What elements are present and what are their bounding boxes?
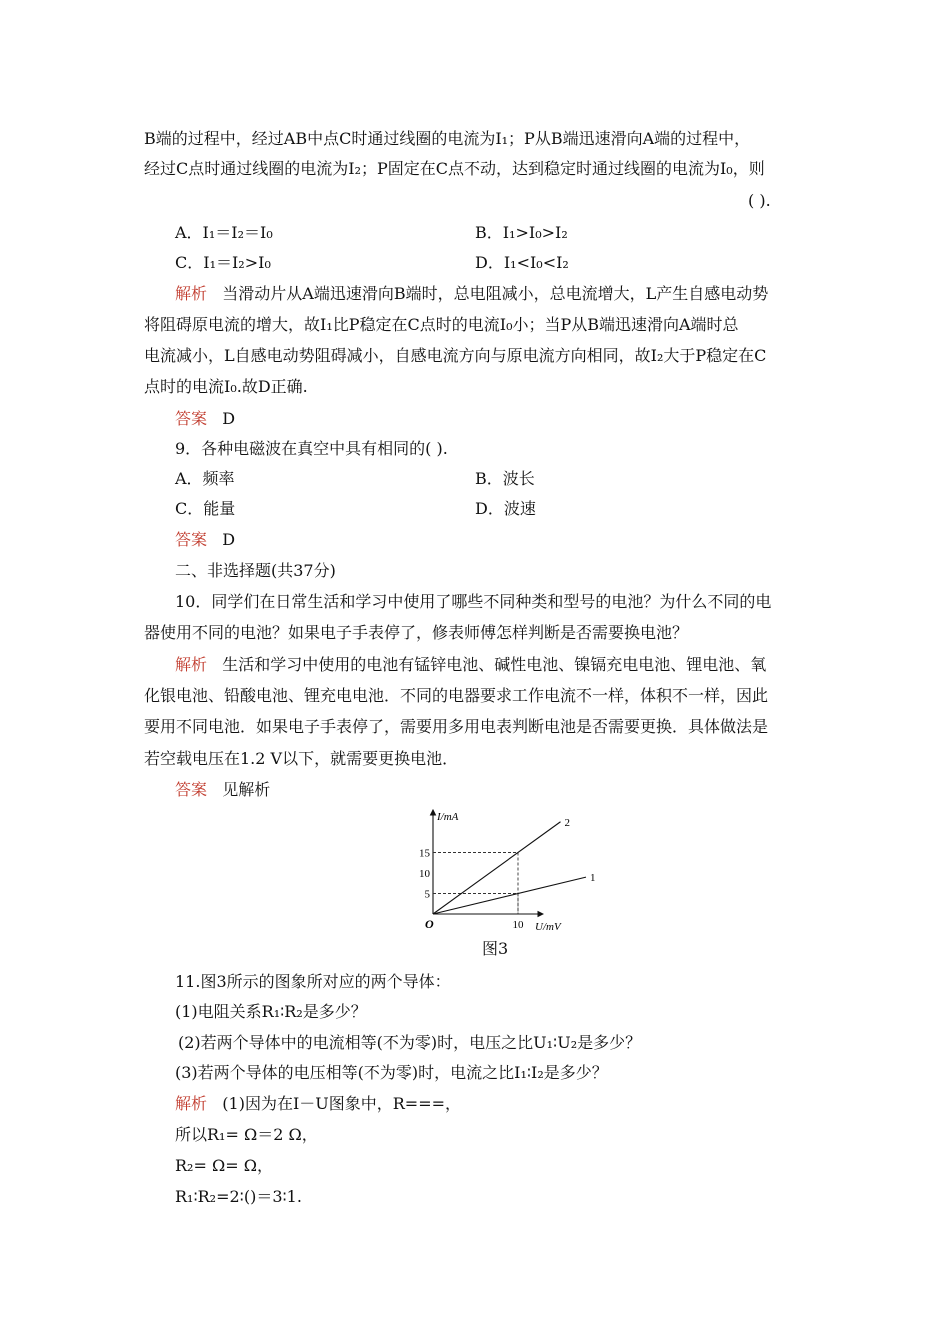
- q8-analysis-line4: 点时的电流I₀.故D正确.: [144, 377, 308, 396]
- q8-analysis-line3: 电流减小，L自感电动势阻碍减小，自感电流方向与原电流方向相同，故I₂大于P稳定在C: [144, 346, 767, 365]
- answer-label: 答案: [175, 409, 208, 428]
- y-tick-label-15: 15: [419, 847, 430, 860]
- q10-analysis-line3: 要用不同电池．如果电子手表停了，需要用多用电表判断电池是否需要更换．具体做法是: [144, 717, 769, 736]
- origin-label: O: [425, 917, 434, 931]
- series-label-2: 2: [564, 816, 570, 829]
- q8-option-c: C．I₁＝I₂>I₀: [175, 253, 271, 272]
- q8-stem-line1: B端的过程中，经过AB中点C时通过线圈的电流为I₁；P从B端迅速滑向A端的过程中，: [144, 129, 751, 148]
- q11-analysis-line2: 所以R₁= Ω＝2 Ω，: [175, 1125, 318, 1144]
- q9-stem: 9．各种电磁波在真空中具有相同的( ).: [175, 439, 448, 458]
- q9-option-c: C．能量: [175, 499, 236, 518]
- q8-option-d: D．I₁<I₀<I₂: [475, 253, 569, 272]
- q9-option-b: B．波长: [475, 469, 535, 488]
- q9-answer: [175, 529, 235, 551]
- q10-stem-line1: 10．同学们在日常生活和学习中使用了哪些不同种类和型号的电池？为什么不同的电: [175, 592, 772, 611]
- q8-analysis-line1: [175, 283, 768, 305]
- q10-analysis-line4: 若空载电压在1.2 V以下，就需要更换电池．: [144, 749, 459, 768]
- q9-option-d: D．波速: [475, 499, 536, 518]
- q10-analysis-line1: [175, 654, 766, 676]
- q11-sub2: (2)若两个导体中的电流相等(不为零)时，电压之比U₁∶U₂是多少？: [178, 1033, 642, 1052]
- answer-value: D: [222, 409, 236, 428]
- q8-option-a: A．I₁＝I₂＝I₀: [175, 223, 273, 242]
- figure-caption: 图3: [482, 939, 509, 958]
- series-line-2: [433, 822, 561, 914]
- section-heading: 二、非选择题(共37分): [175, 561, 336, 580]
- analysis-label: 解析: [175, 1094, 208, 1113]
- x-axis-label: U/mV: [535, 921, 561, 933]
- answer-label: 答案: [175, 530, 208, 549]
- y-tick-label-10: 10: [419, 868, 430, 880]
- analysis-label: 解析: [175, 284, 208, 303]
- answer-value: D: [222, 530, 236, 549]
- answer-value: 见解析: [222, 780, 271, 799]
- q8-answer-bracket: ( ).: [748, 191, 771, 210]
- q8-answer: [175, 408, 235, 430]
- analysis-text: 生活和学习中使用的电池有锰锌电池、碱性电池、镍镉充电电池、锂电池、氧: [222, 655, 767, 674]
- analysis-text: 当滑动片从A端迅速滑向B端时，总电阻减小，总电流增大，L产生自感电动势: [222, 284, 769, 303]
- figure-3-graph: [415, 806, 596, 936]
- x-tick-label-10: 10: [512, 919, 524, 931]
- q8-analysis-line2: 将阻碍原电流的增大，故I₁比P稳定在C点时的电流I₀小；当P从B端迅速滑向A端时总: [144, 315, 739, 334]
- series-label-1: 1: [590, 872, 596, 885]
- q10-analysis-line2: 化银电池、铅酸电池、锂充电电池．不同的电器要求工作电流不一样，体积不一样，因此: [144, 686, 769, 705]
- q11-sub1: (1)电阻关系R₁∶R₂是多少？: [175, 1002, 367, 1021]
- q11-sub3: (3)若两个导体的电压相等(不为零)时，电流之比I₁∶I₂是多少？: [175, 1063, 608, 1082]
- y-tick-label-5: 5: [424, 888, 430, 901]
- analysis-label: 解析: [175, 655, 208, 674]
- q8-option-b: B．I₁>I₀>I₂: [475, 223, 568, 242]
- q11-analysis-line1: [175, 1093, 461, 1115]
- y-axis-label: I/mA: [437, 811, 459, 823]
- q10-answer: [175, 779, 270, 801]
- analysis-text: (1)因为在I－U图象中，R===，: [222, 1094, 462, 1113]
- q11-stem: 11.图3所示的图象所对应的两个导体：: [175, 972, 451, 991]
- answer-label: 答案: [175, 780, 208, 799]
- q8-stem-line2: 经过C点时通过线圈的电流为I₂；P固定在C点不动，达到稳定时通过线圈的电流为I₀，则: [144, 159, 765, 178]
- q9-option-a: A．频率: [175, 469, 235, 488]
- series-line-1: [433, 877, 586, 914]
- q11-analysis-line3: R₂= Ω= Ω，: [175, 1156, 273, 1175]
- q11-analysis-line4: R₁∶R₂=2∶()＝3∶1.: [175, 1187, 302, 1206]
- q10-stem-line2: 器使用不同的电池？如果电子手表停了，修表师傅怎样判断是否需要换电池？: [144, 623, 689, 642]
